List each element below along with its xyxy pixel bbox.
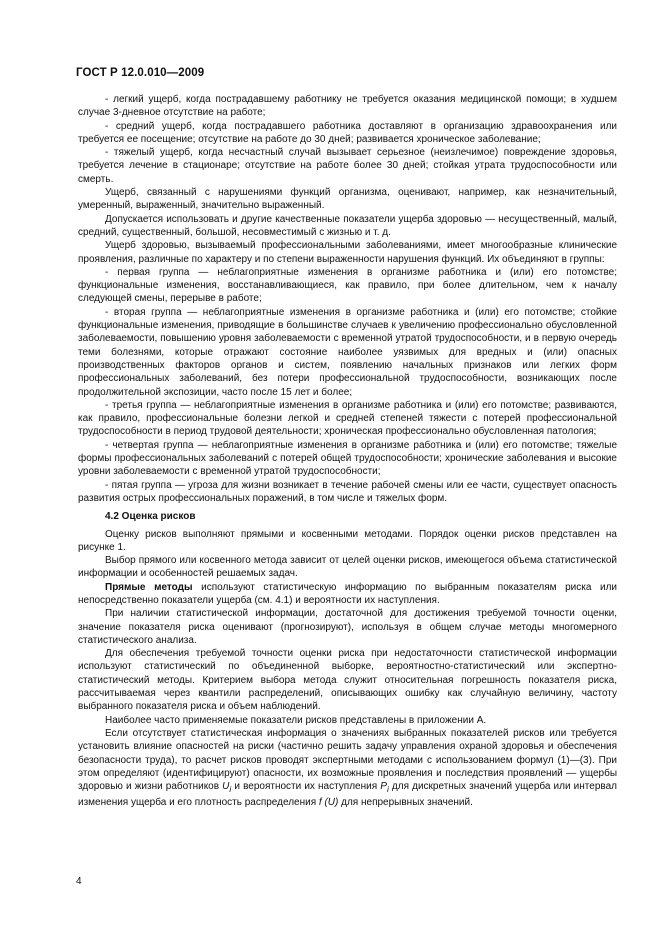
math-symbol: U [222, 781, 230, 793]
section-heading: 4.2 Оценка рисков [105, 511, 196, 523]
paragraph-text: Если отсутствует статистическая информация о значениях выбранных показателей рисков или требуется установить влияние опасностей на риски (частично решить задачу управления охраной здоровья и обеспечения безопасности труда), то расчет рисков проводят экспертными методами с использованием формул (1)—(3). При этом определяют (идентифицируют) опасности, их возможные проявления и последствия проявлений — ущербы здоровью и жизни работников [78, 727, 617, 793]
paragraph: - пятая группа — угроза для жизни возникает в течение рабочей смены или ее части, существует опасность развития острых профессиональных поражений, в том числе и тяжелых форм. [78, 479, 617, 504]
document-body [78, 93, 617, 810]
math-symbol: f [318, 797, 322, 809]
paragraph-text: для дискретных значений ущерба или интервал изменения ущерба и его плотность распределения [78, 781, 617, 809]
paragraph: Оценку рисков выполняют прямыми и косвенными методами. Порядок оценки рисков представлен на рисунке 1. [78, 528, 617, 553]
paragraph: - средний ущерб, когда пострадавшего работника доставляют в организацию здравоохранения или требуется ее посещение; отсутствие на работе до 30 дней; развивается хроническое заболевание; [78, 120, 617, 145]
paragraph: - вторая группа — неблагоприятные изменения в организме работника и (или) его потомстве; стойкие функциональные изменения, приводящие в большинстве случаев к увеличению профессионально обусловленной заболеваемости, повышению уровня заболеваемости с временной утратой трудоспособности, и в первую очередь теми болезнями, которые отражают состояние наиболее уязвимых для вредных и (или) опасных производственных факторов органов и систем, появлению начальных признаков или легких форм профессиональных заболеваний, без потери профессиональной трудоспособности, возникающих после продолжительной экспозиции, часто после 15 лет и более; [78, 306, 617, 398]
math-symbol: P [380, 781, 387, 793]
paragraph-text: для непрерывных значений. [338, 797, 473, 809]
paragraph: - легкий ущерб, когда пострадавшему работнику не требуется оказания медицинской помощи; в худшем случае 3-дневное отсутствие на работе; [78, 94, 617, 119]
page-number: 4 [76, 876, 82, 887]
paragraph-text: и вероятности их наступления [231, 781, 381, 793]
paragraph: - третья группа — неблагоприятные изменения в организме работника и (или) его потомстве; развиваются, как правило, профессиональные болезни легкой и средней степеней тяжести с потерей профессиональной трудоспособности в период трудовой деятельности; хроническая профессионально обусловленная патология; [78, 399, 617, 438]
math-symbol: (U) [321, 797, 339, 809]
paragraph: При наличии статистической информации, достаточной для достижения требуемой точности оценки, значение показателя риска оценивают (прогнозируют), используя в общем случае методы многомерного статистического анализа. [78, 608, 617, 646]
paragraph: Ущерб, связанный с нарушениями функций организма, оценивают, например, как незначительный, умеренный, выраженный, значительно выраженный. [78, 187, 617, 212]
bold-term: Прямые методы [105, 581, 193, 593]
paragraph: Выбор прямого или косвенного метода зависит от целей оценки рисков, имеющегося объема статистической информации и особенностей решаемых задач. [78, 555, 617, 580]
paragraph: - тяжелый ущерб, когда несчастный случай вызывает серьезное (неизлечимое) повреждение здоровья, требуется лечение в стационаре; отсутствие на работе более 30 дней; стойкая утрата трудоспособности или смерть. [78, 147, 617, 185]
paragraph: - четвертая группа — неблагоприятные изменения в организме работника и (или) его потомстве; тяжелые формы профессиональных заболеваний с потерей общей трудоспособности; хронические заболевания и высокие уровни заболеваемости с временной утратой трудоспособности; [78, 439, 617, 478]
math-subscript: i [229, 784, 232, 795]
paragraph: - первая группа — неблагоприятные изменения в организме работника и (или) его потомстве; функциональные изменения, восстанавливающиеся, как правило, при более длительном, чем к началу следующей смены, перерыве в работе; [78, 266, 617, 305]
paragraph [78, 581, 617, 608]
math-subscript: i [386, 784, 389, 795]
document-header: ГОСТ Р 12.0.010—2009 [76, 67, 205, 79]
paragraph-text: используют статистическую информацию по выбранным показателям риска или непосредственно показатели ущерба (см. 4.1) и вероятности их наступления. [78, 581, 618, 606]
paragraph: Для обеспечения требуемой точности оценки риска при недостаточности статистической информации используют статистический по объединенной выборке, вероятностно-статистический или экспертно-статистический методы. Критерием выбора метода служит относительная погрешность показателя риска, рассчитываемая через квантили распределений, описывающих ошибку как случайную величину, частоту выбранного показателя риска и объем наблюдений. [78, 648, 617, 713]
paragraph: Допускается использовать и другие качественные показатели ущерба здоровью — несущественный, малый, средний, существенный, большой, несовместимый с жизнью и т. д. [78, 213, 617, 238]
paragraph: Ущерб здоровью, вызываемый профессиональными заболеваниями, имеет многообразные клинические проявления, различные по характеру и по степени выраженности нарушения функций. Их объединяют в группы: [78, 240, 617, 265]
paragraph: Наиболее часто применяемые показатели рисков представлены в приложении А. [105, 714, 487, 726]
paragraph [78, 727, 617, 810]
